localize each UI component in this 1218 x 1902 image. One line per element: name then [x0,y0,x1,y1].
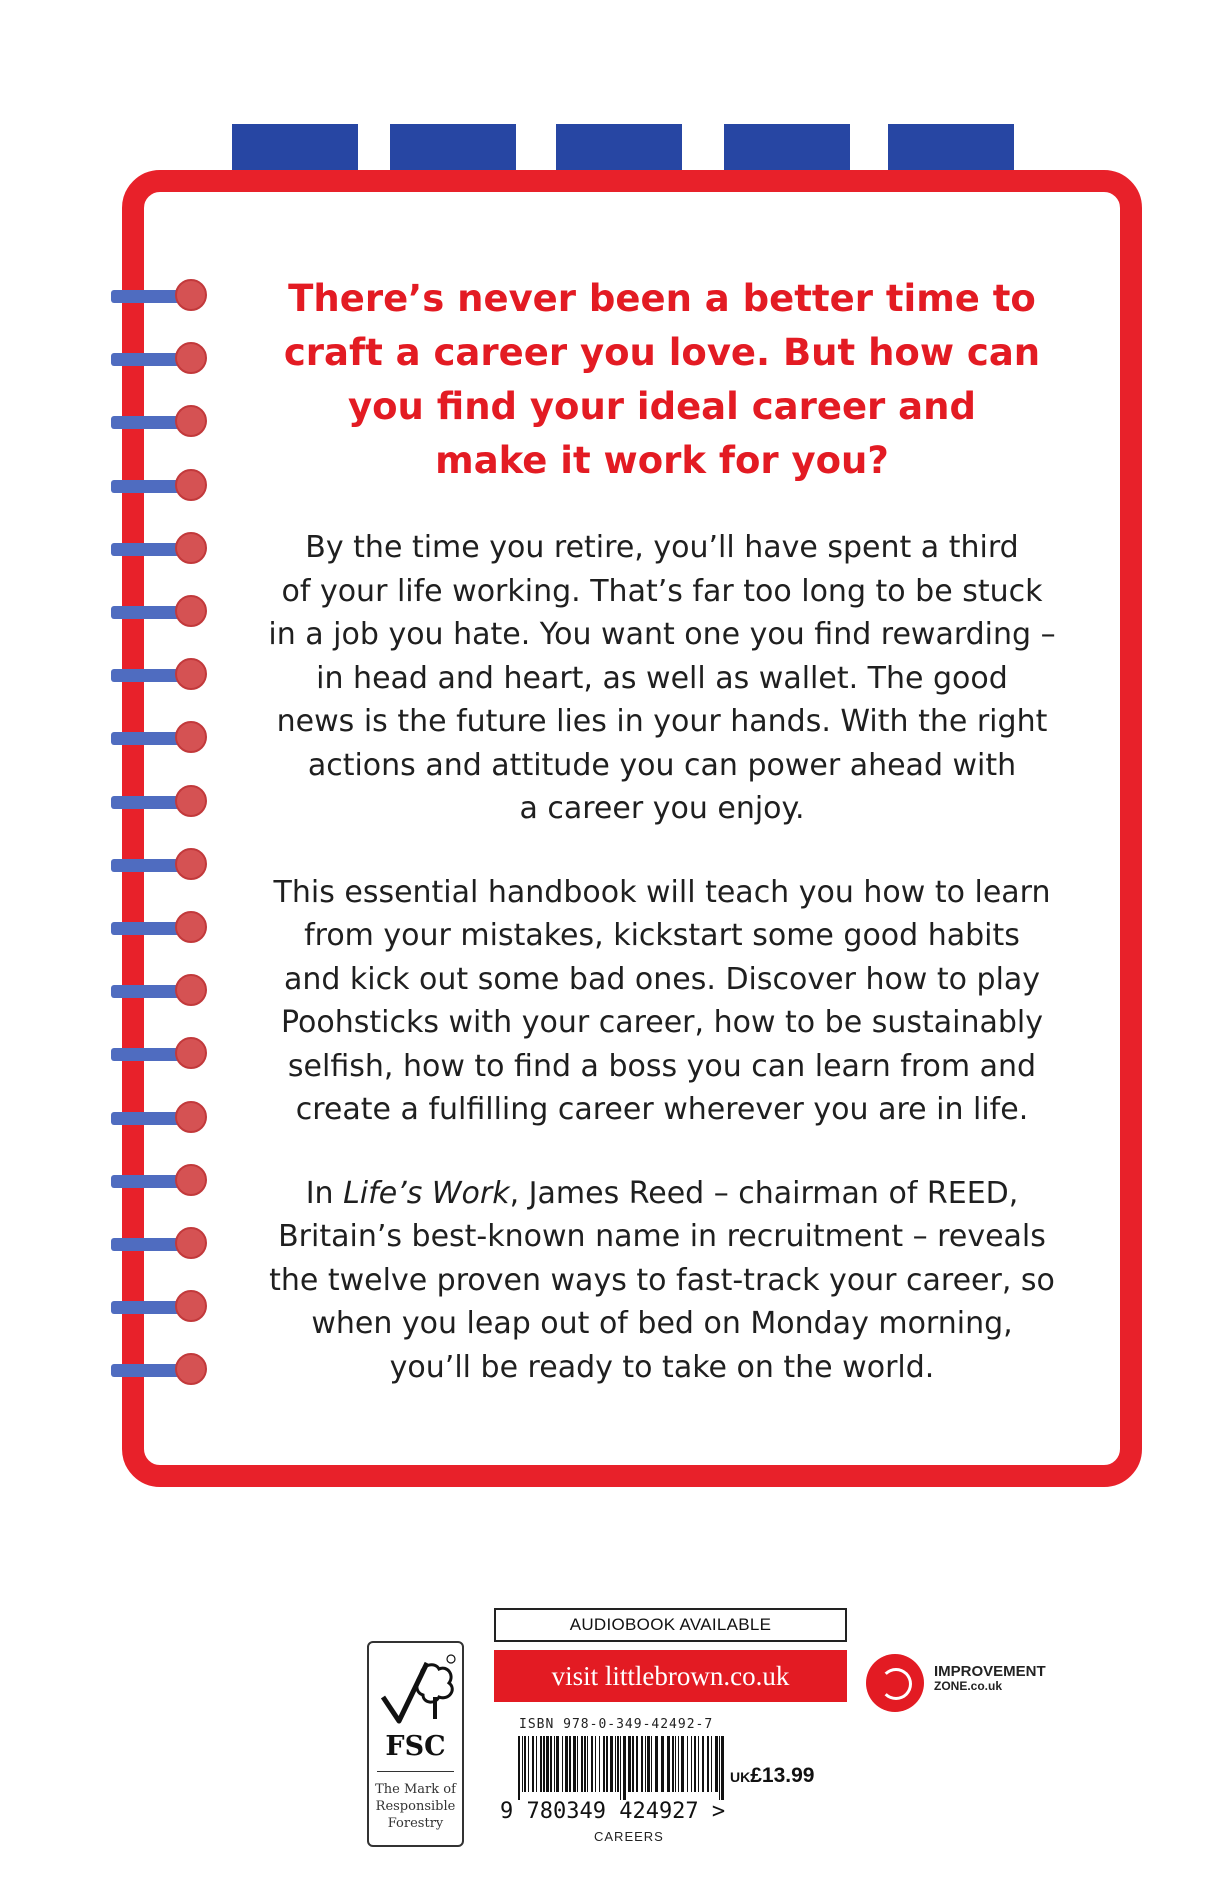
barcode-bar [581,1736,583,1792]
spiral-ring [111,1163,209,1199]
barcode-bar [667,1736,670,1792]
improvement-zone-line1: IMPROVEMENT [934,1663,1046,1680]
barcode-bar [620,1736,621,1800]
spiral-ring [111,468,209,504]
price-prefix: UK [730,1769,751,1785]
barcode-bar [603,1736,605,1792]
ring-hole [175,848,207,880]
divider [377,1771,454,1772]
spiral-ring [111,720,209,756]
price-amount: £13.99 [750,1764,815,1787]
ring-hole [175,405,207,437]
barcode-bar [599,1736,600,1792]
audiobook-label: AUDIOBOOK AVAILABLE [494,1608,847,1642]
barcode-bar [595,1736,596,1792]
headline-line: craft a career you love. But how can [283,331,1041,374]
improvement-zone-text [934,1664,1046,1694]
spiral-ring [111,847,209,883]
barcode-bar [715,1736,718,1792]
spiral-ring [111,910,209,946]
barcode-bar [617,1736,619,1792]
spiral-ring [111,1036,209,1072]
ring-hole [175,595,207,627]
text-line: create a fulfilling career wherever you are in life. [295,1092,1029,1127]
barcode-bar [606,1736,608,1792]
barcode-bar [678,1736,679,1792]
barcode-bar [698,1736,699,1792]
barcode-bar [672,1736,674,1792]
spiral-ring [111,341,209,377]
price [730,1764,814,1788]
text-line: of your life working. That’s far too long to be stuck [281,573,1043,609]
barcode-bar [647,1736,650,1792]
barcode-bar [711,1736,712,1792]
text-line: when you leap out of bed on Monday morning, [311,1306,1013,1341]
ring-hole [175,1290,207,1322]
spiral-ring [111,784,209,820]
barcode-bar [675,1736,676,1792]
text-intro: In [305,1175,344,1211]
visit-website-banner: visit littlebrown.co.uk [494,1650,847,1702]
ring-hole [175,1037,207,1069]
barcode-bar [554,1736,555,1792]
fsc-tagline-line: Forestry [387,1816,444,1831]
text-line: the twelve proven ways to fast-track your career, so [269,1262,1055,1298]
barcode-bar [532,1736,534,1792]
barcode-bar [524,1736,526,1792]
fsc-tagline [369,1781,462,1832]
barcode-bar [681,1736,684,1792]
text-line: actions and attitude you can power ahead with [307,747,1017,783]
ring-hole [175,658,207,690]
ring-hole [175,279,207,311]
ring-hole [175,469,207,501]
barcode-bar [707,1736,709,1792]
headline [258,272,1066,488]
spiral-ring [111,404,209,440]
barcode-bar [536,1736,537,1792]
spiral-ring [111,594,209,630]
barcode-bar [636,1736,638,1792]
ring-hole [175,1227,207,1259]
ring-hole [175,721,207,753]
fsc-tree-check-icon [377,1653,457,1729]
ring-hole [175,532,207,564]
spiral-ring [111,531,209,567]
text-line: from your mistakes, kickstart some good habits [304,918,1020,953]
text-line: Poohsticks with your career, how to be sustainably [281,1005,1043,1040]
barcode-bar [641,1736,643,1792]
spiral-ring [111,657,209,693]
text-line: you’ll be ready to take on the world. [389,1349,935,1385]
barcode-bar [687,1736,688,1792]
barcode-bar [556,1736,559,1792]
barcode-bar [610,1736,613,1792]
barcode-bar [661,1736,664,1792]
blurb [258,262,1066,1429]
barcode-bar [573,1736,576,1792]
text-line: and kick out some bad ones. Discover how to play [283,961,1041,997]
barcode-bar [518,1736,520,1800]
barcode-bar [591,1736,593,1792]
spiral-ring [111,278,209,314]
barcode-bar [628,1736,631,1792]
ring-hole [175,342,207,374]
barcode-bar [550,1736,552,1792]
barcode-bar [694,1736,696,1792]
barcode-bar [655,1736,658,1792]
barcode-bar [702,1736,704,1792]
barcode-bar [691,1736,692,1792]
text-line: This essential handbook will teach you how to learn [273,874,1051,910]
headline-line: you find your ideal career and [348,385,976,428]
spiral-ring [111,1352,209,1388]
barcode-bar [528,1736,529,1792]
paragraph-1 [258,526,1066,831]
ring-hole [175,1101,207,1133]
barcode-bar [543,1736,545,1792]
text-line: Britain’s best-known name in recruitment – reveals [278,1219,1046,1254]
ring-hole [175,1164,207,1196]
ring-hole [175,911,207,943]
improvement-zone-logo-icon [866,1654,924,1712]
text-line: a career you enjoy. [519,791,805,826]
text-line: news is the future lies in your hands. With the right [276,704,1048,739]
barcode-bar [540,1736,542,1792]
text-line: By the time you retire, you’ll have spent a third [305,530,1019,565]
barcode-bar [584,1736,586,1792]
fsc-tagline-line: The Mark of [375,1782,456,1797]
category-label: CAREERS [594,1829,664,1844]
spiral-ring [111,1226,209,1262]
text-line: in head and heart, as well as wallet. The good [316,660,1008,696]
spiral-ring [111,1100,209,1136]
fsc-badge [367,1641,464,1847]
spiral-ring [111,1289,209,1325]
paragraph-2 [258,871,1066,1132]
book-title: Life’s Work [343,1175,510,1211]
barcode-bar [719,1736,720,1800]
barcode-bar [615,1736,616,1792]
barcode-bar [565,1736,568,1792]
barcode-bar [632,1736,634,1792]
barcode-bar [562,1736,563,1792]
barcode-bar [651,1736,652,1792]
barcode-digits: 9 780349 424927 > [500,1799,726,1824]
spiral-ring [111,973,209,1009]
ring-hole [175,1353,207,1385]
barcode-bar [623,1736,626,1800]
text-line [258,1172,1066,1216]
barcode-bar [645,1736,646,1792]
improvement-zone-line2: ZONE.co.uk [934,1679,1003,1693]
barcode-bar [522,1736,523,1792]
ring-hole [175,974,207,1006]
headline-line: There’s never been a better time to [288,277,1036,320]
barcode-bar [546,1736,549,1792]
barcode-bar [577,1736,578,1792]
ring-hole [175,785,207,817]
fsc-label: FSC [385,1731,446,1762]
barcode-bar [587,1736,588,1792]
barcode-bar [569,1736,571,1792]
headline-line: make it work for you? [435,439,889,482]
isbn-text: ISBN 978-0-349-42492-7 [519,1717,714,1732]
barcode-icon [516,1736,728,1800]
paragraph-3 [258,1172,1066,1390]
barcode-bar [721,1736,724,1800]
text-line: selfish, how to find a boss you can learn from and [287,1048,1037,1084]
fsc-tagline-line: Responsible [375,1799,456,1814]
text-line: in a job you hate. You want one you find rewarding – [268,617,1056,652]
text-rest: , James Reed – chairman of REED, [509,1175,1019,1211]
